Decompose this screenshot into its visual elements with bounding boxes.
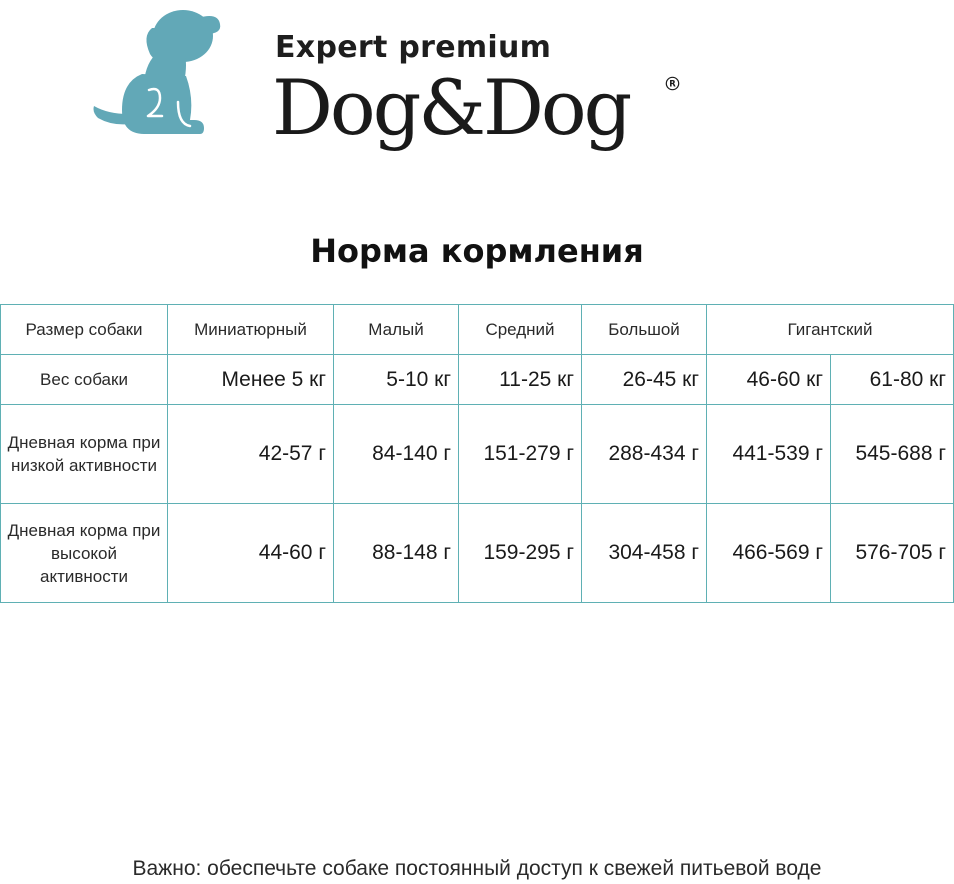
page-title: Норма кормления bbox=[310, 232, 644, 270]
category-large: Большой bbox=[582, 305, 707, 355]
table-row bbox=[1, 355, 954, 405]
category-giant: Гигантский bbox=[707, 305, 954, 355]
category-miniature: Миниатюрный bbox=[168, 305, 334, 355]
row-label-low-activity: Дневная корма при низкой активности bbox=[1, 405, 168, 504]
table-cell: 304-458 г bbox=[582, 504, 707, 603]
table-cell: 46-60 кг bbox=[707, 355, 831, 405]
footnote: Важно: обеспечьте собаке постоянный доступ к свежей питьевой воде bbox=[132, 857, 822, 880]
table-row bbox=[1, 405, 954, 504]
table-cell: 466-569 г bbox=[707, 504, 831, 603]
table-cell: 88-148 г bbox=[334, 504, 459, 603]
registered-trademark-icon bbox=[665, 76, 680, 91]
table-cell: 151-279 г bbox=[459, 405, 582, 504]
table-cell: 44-60 г bbox=[168, 504, 334, 603]
row-label-high-activity: Дневная корма при высокой активности bbox=[1, 504, 168, 603]
table-cell: 26-45 кг bbox=[582, 355, 707, 405]
category-small: Малый bbox=[334, 305, 459, 355]
table-cell: 576-705 г bbox=[831, 504, 954, 603]
brand-tagline: Expert premium bbox=[275, 30, 552, 65]
category-medium: Средний bbox=[459, 305, 582, 355]
table-row bbox=[1, 305, 954, 355]
row-label-dog-weight: Вес собаки bbox=[1, 355, 168, 405]
table-cell: 545-688 г bbox=[831, 405, 954, 504]
table-cell: 42-57 г bbox=[168, 405, 334, 504]
dog-silhouette-icon bbox=[88, 2, 224, 138]
table-cell: 5-10 кг bbox=[334, 355, 459, 405]
brand-name: Dog&Dog bbox=[272, 63, 630, 152]
table-cell: 61-80 кг bbox=[831, 355, 954, 405]
table-row bbox=[1, 504, 954, 603]
table-cell: 159-295 г bbox=[459, 504, 582, 603]
table-cell: 288-434 г bbox=[582, 405, 707, 504]
table-cell: Менее 5 кг bbox=[168, 355, 334, 405]
table-cell: 84-140 г bbox=[334, 405, 459, 504]
svg-text:R: R bbox=[669, 78, 676, 89]
table-cell: 11-25 кг bbox=[459, 355, 582, 405]
row-label-dog-size: Размер собаки bbox=[1, 305, 168, 355]
table-cell: 441-539 г bbox=[707, 405, 831, 504]
feeding-norm-table bbox=[0, 304, 954, 603]
